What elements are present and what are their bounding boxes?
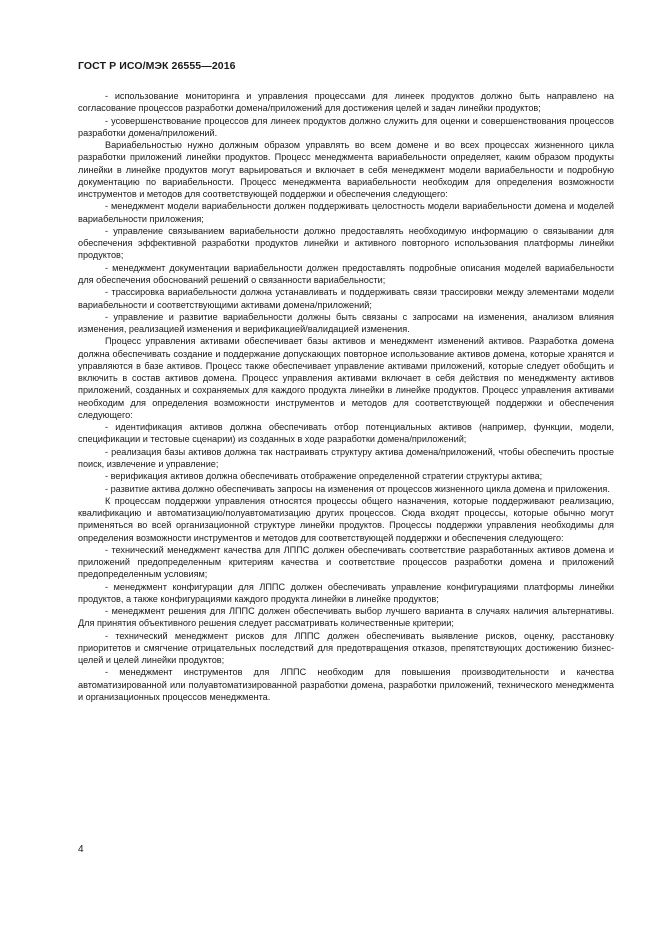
document-body [78, 90, 614, 703]
paragraph: - усовершенствование процессов для линеек продуктов должно служить для оценки и совершенствования процессов разработки домена/приложений. [78, 115, 614, 138]
paragraph: - менеджмент модели вариабельности должен поддерживать целостность модели вариабельности домена и моделей вариабельности приложения; [78, 201, 614, 224]
document-header: ГОСТ Р ИСО/МЭК 26555—2016 [78, 60, 236, 72]
paragraph: - реализация базы активов должна так настраивать структуру актива домена/приложений, чтобы обеспечить простые поиск, извлечение и управление; [78, 446, 614, 469]
paragraph: - управление связыванием вариабельности должно предоставлять необходимую информацию о связывании для обеспечения эффективной разработки продуктов линейки и активного повторного использования платформы линейки продуктов; [78, 225, 614, 261]
page-number: 4 [78, 844, 84, 855]
paragraph: - верификация активов должна обеспечивать отображение определенной стратегии структуры актива; [105, 471, 543, 482]
paragraph: - менеджмент решения для ЛППС должен обеспечивать выбор лучшего варианта в случаях наличия альтернативы. Для принятия объективного решения следует рассматривать количественные критерии; [78, 606, 614, 629]
paragraph: К процессам поддержки управления относятся процессы общего назначения, которые поддерживают реализацию, квалификацию и автоматизацию/полуавтоматизацию других процессов. Сюда входят процессы, которые обычно могут применяться во всей организационной структуре линейки продуктов. Процессы поддержки управления необходимы для определения возможности инструментов и методов для соответствующей поддержки и обеспечения следующего: [78, 495, 614, 543]
paragraph: - использование мониторинга и управления процессами для линеек продуктов должно быть направлено на согласование процессов разработки домена/приложений для достижения целей и задач линейки продуктов; [78, 91, 614, 114]
paragraph: - менеджмент конфигурации для ЛППС должен обеспечивать управление конфигурациями платформы линейки продуктов, а также конфигурациями каждого продукта линейки в линейке продуктов; [78, 581, 614, 604]
paragraph: - идентификация активов должна обеспечивать отбор потенциальных активов (например, функции, модели, спецификации и тестовые сценарии) из созданных в ходе разработки домена/приложений; [78, 422, 614, 445]
paragraph: Процесс управления активами обеспечивает базы активов и менеджмент изменений активов. Разработка домена должна обеспечивать создание и поддержание допускающих повторное использование активов домена, которые хранятся и управляются в базе активов. Процесс также обеспечивает управление активами приложений, которые следует обобщить и включить в состав активов домена. Процесс управления активами включает в себя действия по менеджменту активов приложений, созданных и сохраняемых для каждого продукта линейки в линейке продуктов. Процесс управления активами необходим для определения возможности инструментов и методов для соответствующей поддержки и обеспечения следующего: [78, 336, 614, 420]
paragraph: Вариабельностью нужно должным образом управлять во всем домене и во всех процессах жизненного цикла разработки приложений линейки продуктов. Процесс менеджмента вариабельности определяет, каким образом продукты линейки в линейке продуктов могут варьироваться и включает в себя менеджмент модели вариабельности и подробную документацию по вариабельности. Процесс менеджмента вариабельности необходим для определения возможности инструментов и методов для соответствующей поддержки и обеспечения следующего: [78, 140, 614, 200]
paragraph: - развитие актива должно обеспечивать запросы на изменения от процессов жизненного цикла домена и приложения. [105, 483, 610, 494]
paragraph: - технический менеджмент рисков для ЛППС должен обеспечивать выявление рисков, оценку, расстановку приоритетов и смягчение отрицательных последствий для предотвращения отказов, препятствующих достижению бизнес-целей и целей линейки продуктов; [78, 630, 614, 666]
paragraph: - управление и развитие вариабельности должны быть связаны с запросами на изменения, анализом влияния изменения, реализацией изменения и верификацией/валидацией изменения. [78, 311, 614, 335]
paragraph: - менеджмент документации вариабельности должен предоставлять подробные описания моделей вариабельности для обеспечения обоснований решений о связанности вариабельности; [78, 262, 614, 285]
paragraph: - менеджмент инструментов для ЛППС необходим для повышения производительности и качества автоматизированной или полуавтоматизированной разработки домена, разработки приложений, технического менеджмента и организационных процессов менеджмента. [78, 667, 614, 703]
paragraph: - трассировка вариабельности должна устанавливать и поддерживать связи трассировки между элементами модели вариабельности и соответствующими активами домена/приложений; [78, 287, 614, 310]
paragraph: - технический менеджмент качества для ЛППС должен обеспечивать соответствие разработанных активов домена и приложений предопределенным критериям качества и соответствие процессов разработки домена и приложений предопределенным условиям; [78, 544, 614, 580]
